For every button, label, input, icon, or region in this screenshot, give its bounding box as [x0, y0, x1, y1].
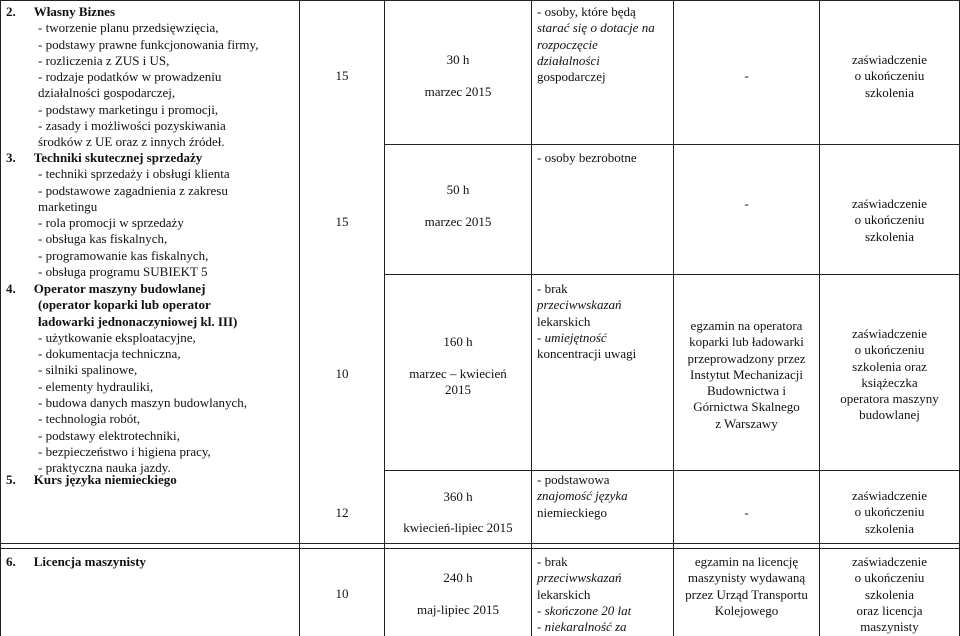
row-divider	[0, 0, 960, 1]
table-row	[6, 554, 296, 570]
topic-line: - budowa danych maszyn budowlanych,	[38, 395, 248, 411]
topic-line: - rodzaje podatków w prowadzeniu	[38, 69, 222, 85]
eligibility-criteria: - osoby bezrobotne	[537, 150, 637, 165]
eligibility-criteria: - brak przeciwwskazań lekarskich - skończone 20 lat - niekaralność za	[537, 554, 632, 635]
certificate: zaświadczenie o ukończeniu szkolenia	[851, 488, 928, 536]
table-border-left	[0, 0, 1, 636]
participants-count: 15	[335, 214, 349, 229]
participants-count: 15	[335, 68, 349, 83]
participants-count: 10	[335, 586, 349, 601]
exam: egzamin na operatora koparki lub ładowarki przeprowadzony przez Instytut Mechanizacji Budownictwa i Górnictwa Skalnego z Warszawy	[687, 318, 806, 431]
topic-line: - podstawy elektrotechniki,	[38, 427, 180, 443]
period: kwiecień-lipiec 2015	[403, 520, 513, 535]
topic-line: - podstawowe zagadnienia z zakresu	[38, 182, 228, 198]
row-number: 3.	[6, 150, 16, 165]
topic-line: środków z UE oraz z innych źródeł.	[38, 134, 225, 150]
period: marzec 2015	[424, 84, 492, 99]
table-row	[6, 4, 296, 151]
course-title: Własny Biznes	[33, 4, 116, 19]
participants-count: 12	[335, 505, 349, 520]
row-number: 4.	[6, 281, 16, 296]
exam: -	[744, 196, 749, 211]
course-title: Operator maszyny budowlanej	[33, 281, 206, 296]
topic-line: - programowanie kas fiskalnych,	[38, 247, 209, 263]
course-title: Licencja maszynisty	[33, 554, 147, 569]
topic-line: - podstawy prawne funkcjonowania firmy,	[38, 36, 259, 52]
exam: -	[744, 68, 749, 83]
certificate: zaświadczenie o ukończeniu szkolenia oraz książeczka operatora maszyny budowlanej	[840, 326, 939, 423]
column-divider	[531, 0, 532, 636]
course-title: Kurs języka niemieckiego	[33, 472, 177, 487]
certificate: zaświadczenie o ukończeniu szkolenia oraz licencja maszynisty	[851, 554, 928, 635]
course-title: Techniki skutecznej sprzedaży	[33, 150, 203, 165]
topic-line: - rola promocji w sprzedaży	[38, 215, 184, 231]
topic-line: - użytkowanie eksploatacyjne,	[38, 329, 196, 345]
participants-count: 10	[335, 366, 349, 381]
eligibility-criteria: - brak przeciwwskazań lekarskich - umiejętność koncentracji uwagi	[537, 281, 637, 362]
hours: 240 h	[443, 570, 473, 585]
topic-line: - elementy hydrauliki,	[38, 378, 154, 394]
topic-line: - dokumentacja techniczna,	[38, 346, 181, 362]
course-title: ładowarki jednonaczyniowej kl. III)	[38, 313, 238, 329]
topic-line: - podstawy marketingu i promocji,	[38, 101, 219, 117]
topic-line: - techniki sprzedaży i obsługi klienta	[38, 166, 230, 182]
period: marzec 2015	[424, 214, 492, 229]
period: marzec – kwiecień 2015	[409, 366, 507, 398]
topic-line: - rozliczenia z ZUS i US,	[38, 52, 170, 68]
row-divider	[0, 543, 960, 544]
certificate: zaświadczenie o ukończeniu szkolenia	[851, 196, 928, 244]
exam: -	[744, 505, 749, 520]
row-number: 2.	[6, 4, 16, 19]
topic-line: działalności gospodarczej,	[38, 85, 176, 101]
row-divider	[384, 274, 959, 275]
row-divider	[0, 548, 960, 549]
table-row	[6, 150, 296, 280]
row-number: 6.	[6, 554, 16, 569]
column-divider	[299, 0, 300, 636]
topic-line: - zasady i możliwości pozyskiwania	[38, 118, 226, 134]
row-number: 5.	[6, 472, 16, 487]
topic-line: - bezpieczeństwo i higiena pracy,	[38, 443, 211, 459]
hours: 30 h	[446, 52, 470, 67]
topic-line: - obsługa programu SUBIEKT 5	[38, 264, 208, 280]
topic-line: - technologia robót,	[38, 411, 141, 427]
hours: 360 h	[443, 489, 473, 504]
hours: 50 h	[446, 182, 470, 197]
table-row	[6, 281, 296, 477]
topic-line: - tworzenie planu przedsięwzięcia,	[38, 20, 219, 36]
row-divider	[384, 144, 959, 145]
period: maj-lipiec 2015	[417, 602, 499, 617]
exam: egzamin na licencję maszynisty wydawaną przez Urząd Transportu Kolejowego	[685, 554, 808, 618]
course-title: (operator koparki lub operator	[38, 297, 211, 313]
topic-line: - obsługa kas fiskalnych,	[38, 231, 168, 247]
eligibility-criteria: - osoby, które będą starać się o dotacje na rozpoczęcie działalności gospodarczej	[537, 4, 655, 85]
eligibility-criteria: - podstawowa znajomość języka niemieckiego	[537, 472, 628, 520]
certificate: zaświadczenie o ukończeniu szkolenia	[851, 52, 928, 100]
row-divider	[384, 470, 959, 471]
hours: 160 h	[443, 334, 473, 349]
topic-line: marketingu	[38, 198, 98, 214]
topic-line: - praktyczna nauka jazdy.	[38, 460, 171, 476]
topic-line: - silniki spalinowe,	[38, 362, 138, 378]
table-row	[6, 472, 296, 488]
